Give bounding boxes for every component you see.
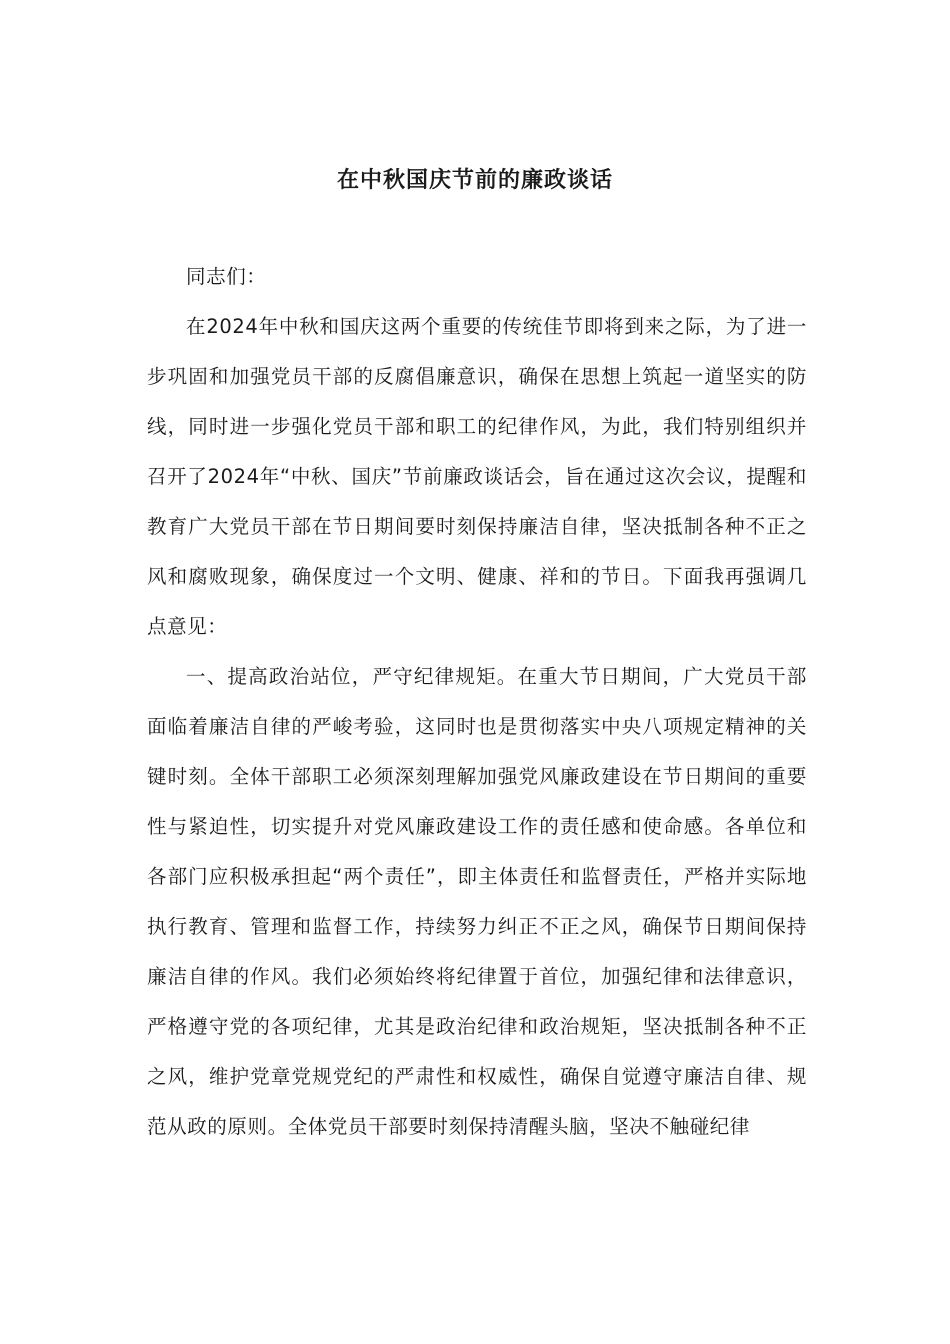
paragraph-intro: 在2024年中秋和国庆这两个重要的传统佳节即将到来之际，为了进一步巩固和加强党员干部的反腐倡廉意识，确保在思想上筑起一道坚实的防线，同时进一步强化党员干部和职工的纪律作风，为此，我们特别组织并召开了2024年“中秋、国庆”节前廉政谈话会，旨在通过这次会议，提醒和教育广大党员干部在节日期间要时刻保持廉洁自律，坚决抵制各种不正之风和腐败现象，确保度过一个文明、健康、祥和的节日。下面我再强调几点意见： [147,315,807,638]
document-body [147,252,807,1152]
paragraph-point-one: 一、提高政治站位，严守纪律规矩。在重大节日期间，广大党员干部面临着廉洁自律的严峻考验，这同时也是贯彻落实中央八项规定精神的关键时刻。全体干部职工必须深刻理解加强党风廉政建设在节日期间的重要性与紧迫性，切实提升对党风廉政建设工作的责任感和使命感。各单位和各部门应积极承担起“两个责任”，即主体责任和监督责任，严格并实际地执行教育、管理和监督工作，持续努力纠正不正之风，确保节日期间保持廉洁自律的作风。我们必须始终将纪律置于首位，加强纪律和法律意识，严格遵守党的各项纪律，尤其是政治纪律和政治规矩，坚决抵制各种不正之风，维护党章党规党纪的严肃性和权威性，确保自觉遵守廉洁自律、规范从政的原则。全体党员干部要时刻保持清醒头脑，坚决不触碰纪律 [147,665,807,1138]
document-title: 在中秋国庆节前的廉政谈话 [336,167,613,193]
greeting: 同志们： [186,265,267,288]
